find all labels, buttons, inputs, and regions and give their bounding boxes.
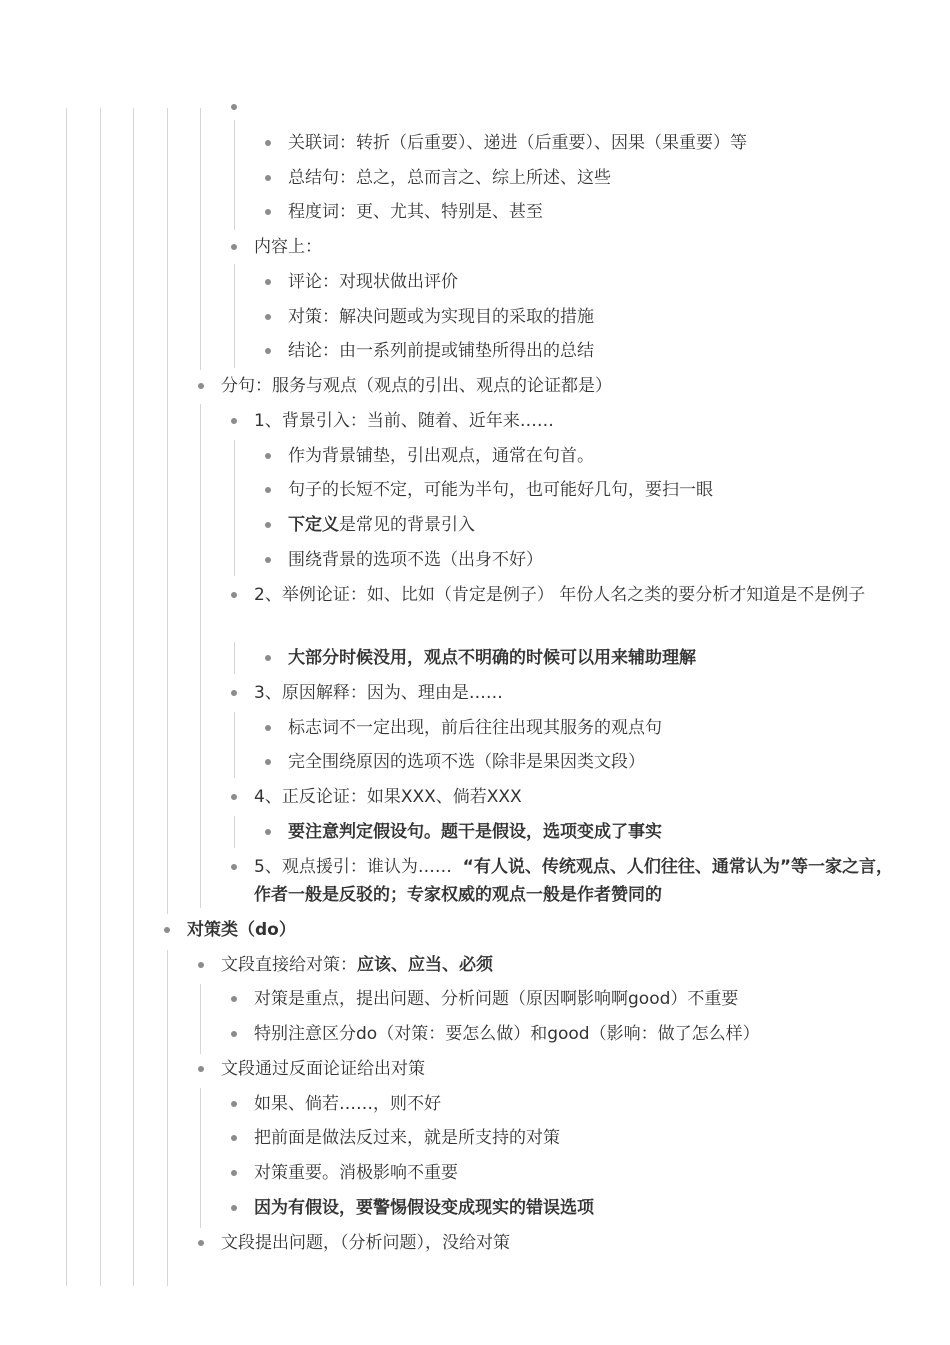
list-item: 标志词不一定出现，前后往往出现其服务的观点句 [288,718,662,738]
list-bullet [265,725,271,731]
list-item: 大部分时候没用，观点不明确的时候可以用来辅助理解 [288,648,696,668]
indent-guide [234,440,235,576]
list-item: 句子的长短不定，可能为半句，也可能好几句，要扫一眼 [288,480,713,500]
list-bullet [231,1031,237,1037]
list-item: 评论：对现状做出评价 [288,272,458,292]
list-item: 作为背景铺垫，引出观点，通常在句首。 [288,446,594,466]
list-item: 总结句：总之，总而言之、综上所述、这些 [288,168,611,188]
list-item: 4、正反论证：如果XXX、倘若XXX [254,787,522,807]
indent-guide [234,120,235,230]
emphasis-text: 下定义 [288,515,339,535]
list-item-text: 文段直接给对策： [221,955,357,975]
list-bullet [231,1170,237,1176]
list-item: 把前面是做法反过来，就是所支持的对策 [254,1128,560,1148]
list-item: 完全围绕原因的选项不选（除非是果因类文段） [288,752,645,772]
indent-guide [200,1088,201,1228]
indent-guide [234,642,235,674]
list-bullet [198,1240,204,1246]
indent-guide [234,264,235,368]
list-bullet [265,522,271,528]
list-bullet [198,383,204,389]
list-bullet [265,209,271,215]
indent-guide [200,404,201,908]
list-bullet [231,794,237,800]
list-item: 对策：解决问题或为实现目的采取的措施 [288,307,594,327]
list-item: 要注意判定假设句。题干是假设，选项变成了事实 [288,822,662,842]
list-bullet [231,592,237,598]
list-bullet [231,244,237,250]
list-bullet [265,759,271,765]
list-bullet [265,348,271,354]
list-item: 程度词：更、尤其、特别是、甚至 [288,202,543,222]
list-bullet [231,690,237,696]
list-item: 关联词：转折（后重要）、递进（后重要）、因果（果重要）等 [288,133,747,153]
list-bullet [231,104,237,110]
list-bullet [265,829,271,835]
list-item: 内容上： [254,237,322,257]
indent-guide [234,712,235,778]
list-item: 因为有假设，要警惕假设变成现实的错误选项 [254,1198,594,1218]
list-item: 围绕背景的选项不选（出身不好） [288,550,543,570]
section-heading: 对策类（do） [187,920,296,940]
list-item: 文段通过反面论证给出对策 [221,1059,425,1079]
indent-guide [200,108,201,370]
list-item: 文段提出问题，（分析问题），没给对策 [221,1233,510,1253]
list-bullet [265,453,271,459]
list-item-text: 5、观点援引：谁认为…… [254,857,452,877]
list-item: 分句：服务与观点（观点的引出、观点的论证都是） [221,376,612,396]
list-bullet [164,927,170,933]
list-bullet [265,140,271,146]
list-item: 如果、倘若……，则不好 [254,1094,441,1114]
list-bullet [231,996,237,1002]
indent-guide [167,950,168,1286]
list-bullet [265,279,271,285]
list-bullet [231,864,237,870]
list-item [254,853,904,909]
list-item: 特别注意区分do（对策：要怎么做）和good（影响：做了怎么样） [254,1024,760,1044]
indent-guide [234,816,235,848]
emphasis-text: “有人说、传统观点、人们往往、通常认为”等一家之言，作者一般是反驳的；专家权威的观点一般是作者赞同的 [254,857,893,905]
list-bullet [265,314,271,320]
list-bullet [231,418,237,424]
list-bullet [231,1205,237,1211]
list-item [288,511,475,539]
list-item-text: 是常见的背景引入 [339,515,475,535]
list-item: 对策重要。消极影响不重要 [254,1163,458,1183]
indent-guide [100,108,101,1286]
list-bullet [265,557,271,563]
list-bullet [265,655,271,661]
indent-guide [66,108,67,1286]
list-bullet [231,1135,237,1141]
list-item: 对策是重点，提出问题、分析问题（原因啊影响啊good）不重要 [254,989,739,1009]
list-bullet [198,1066,204,1072]
list-item: 3、原因解释：因为、理由是…… [254,683,503,703]
list-bullet [198,962,204,968]
list-bullet [265,487,271,493]
list-item [221,951,493,979]
list-item: 1、背景引入：当前、随着、近年来…… [254,411,554,431]
list-bullet [231,1101,237,1107]
indent-guide [133,108,134,1286]
emphasis-text: 应该、应当、必须 [357,955,493,975]
indent-guide [167,108,168,914]
indent-guide [200,984,201,1054]
list-bullet [265,175,271,181]
list-item: 2、举例论证：如、比如（肯定是例子） 年份人名之类的要分析才知道是不是例子 [254,585,866,605]
list-item: 结论：由一系列前提或铺垫所得出的总结 [288,341,594,361]
